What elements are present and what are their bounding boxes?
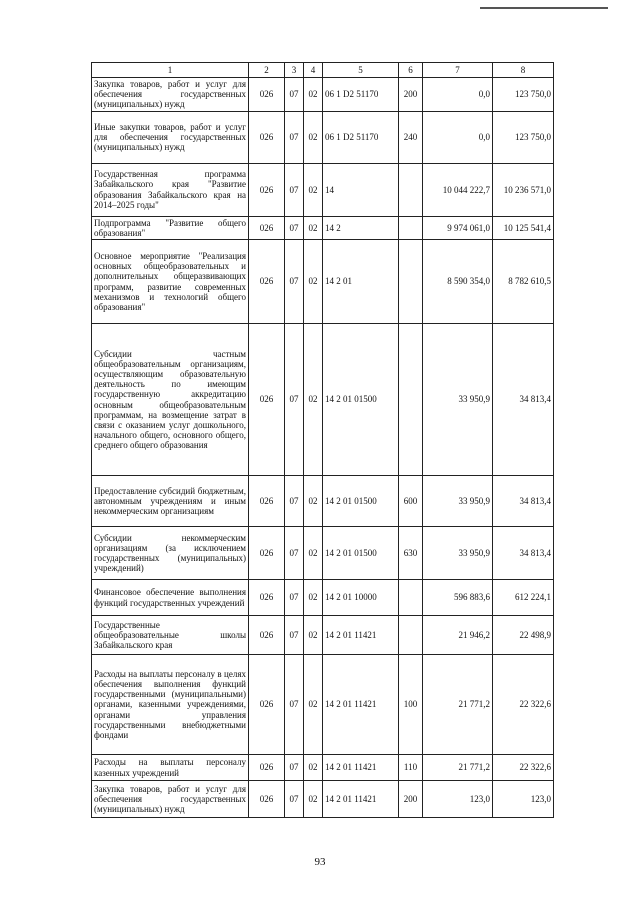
row-amount-year2: 34 813,4 [493,527,554,580]
row-ministry-code: 026 [249,781,285,818]
row-amount-year1: 33 950,9 [423,527,493,580]
row-section-code: 07 [285,755,304,781]
row-amount-year1: 21 946,2 [423,616,493,655]
row-target-article: 14 2 01 11421 [323,655,399,755]
row-target-article: 14 2 [323,216,399,239]
row-ministry-code: 026 [249,527,285,580]
row-expense-type: 200 [399,78,423,112]
row-section-code: 07 [285,324,304,476]
row-subsection-code: 02 [304,781,323,818]
row-expense-type: 240 [399,111,423,163]
row-amount-year2: 123,0 [493,781,554,818]
row-amount-year2: 612 224,1 [493,580,554,616]
row-subsection-code: 02 [304,111,323,163]
row-target-article: 14 2 01 11421 [323,616,399,655]
row-ministry-code: 026 [249,755,285,781]
row-section-code: 07 [285,527,304,580]
row-amount-year2: 8 782 610,5 [493,240,554,324]
row-expense-type: 630 [399,527,423,580]
row-amount-year2: 10 125 541,4 [493,216,554,239]
page-number: 93 [314,856,326,868]
row-subsection-code: 02 [304,476,323,527]
row-subsection-code: 02 [304,755,323,781]
row-name: Основное мероприятие "Реализация основных общеобразовательных и дополнительных общеразвивающих программ, развитие современных механизмов и технологий общего образования" [92,240,249,324]
row-name: Подпрограмма "Развитие общего образования" [92,216,249,239]
row-ministry-code: 026 [249,163,285,216]
row-target-article: 14 2 01 11421 [323,781,399,818]
row-target-article: 14 [323,163,399,216]
row-expense-type: 110 [399,755,423,781]
row-ministry-code: 026 [249,216,285,239]
row-section-code: 07 [285,781,304,818]
row-subsection-code: 02 [304,616,323,655]
header-cell-3: 3 [285,63,304,78]
row-subsection-code: 02 [304,527,323,580]
table-row [92,163,554,216]
row-subsection-code: 02 [304,216,323,239]
row-amount-year1: 596 883,6 [423,580,493,616]
row-target-article: 06 1 D2 51170 [323,111,399,163]
row-section-code: 07 [285,240,304,324]
row-expense-type [399,240,423,324]
row-amount-year1: 0,0 [423,111,493,163]
table-row [92,240,554,324]
top-rule [480,7,608,9]
row-subsection-code: 02 [304,324,323,476]
row-section-code: 07 [285,476,304,527]
row-expense-type [399,163,423,216]
row-amount-year1: 21 771,2 [423,655,493,755]
row-expense-type: 600 [399,476,423,527]
row-expense-type [399,216,423,239]
row-ministry-code: 026 [249,78,285,112]
row-name: Иные закупки товаров, работ и услуг для обеспечения государственных (муниципальных) нужд [92,111,249,163]
row-amount-year1: 10 044 222,7 [423,163,493,216]
row-amount-year1: 9 974 061,0 [423,216,493,239]
row-ministry-code: 026 [249,240,285,324]
row-amount-year1: 0,0 [423,78,493,112]
row-amount-year1: 33 950,9 [423,324,493,476]
row-name: Предоставление субсидий бюджетным, автономным учреждениям и иным некоммерческим организациям [92,476,249,527]
row-subsection-code: 02 [304,240,323,324]
row-target-article: 14 2 01 01500 [323,527,399,580]
budget-table [91,62,554,818]
row-amount-year2: 34 813,4 [493,324,554,476]
row-section-code: 07 [285,580,304,616]
table-row [92,78,554,112]
row-ministry-code: 026 [249,324,285,476]
table-row [92,655,554,755]
row-name: Финансовое обеспечение выполнения функций государственных учреждений [92,580,249,616]
header-cell-6: 6 [399,63,423,78]
table-row [92,616,554,655]
row-expense-type: 100 [399,655,423,755]
table-row [92,324,554,476]
row-amount-year1: 33 950,9 [423,476,493,527]
row-name: Расходы на выплаты персоналу в целях обеспечения выполнения функций государственными (муниципальными) органами, казенными учреждениями, органами управления государственными внебюджетными фондами [92,655,249,755]
row-target-article: 14 2 01 01500 [323,324,399,476]
row-amount-year2: 22 322,6 [493,755,554,781]
row-ministry-code: 026 [249,580,285,616]
row-name: Расходы на выплаты персоналу казенных учреждений [92,755,249,781]
row-ministry-code: 026 [249,111,285,163]
row-amount-year1: 8 590 354,0 [423,240,493,324]
row-target-article: 14 2 01 11421 [323,755,399,781]
row-amount-year1: 21 771,2 [423,755,493,781]
row-subsection-code: 02 [304,163,323,216]
row-name: Государственная программа Забайкальского края "Развитие образования Забайкальского края на 2014–2025 годы" [92,163,249,216]
row-subsection-code: 02 [304,580,323,616]
row-amount-year2: 34 813,4 [493,476,554,527]
header-cell-8: 8 [493,63,554,78]
row-name: Закупка товаров, работ и услуг для обеспечения государственных (муниципальных) нужд [92,781,249,818]
header-cell-5: 5 [323,63,399,78]
row-expense-type [399,616,423,655]
row-target-article: 06 1 D2 51170 [323,78,399,112]
row-amount-year1: 123,0 [423,781,493,818]
header-cell-1: 1 [92,63,249,78]
row-target-article: 14 2 01 [323,240,399,324]
row-subsection-code: 02 [304,655,323,755]
row-section-code: 07 [285,216,304,239]
table-row [92,476,554,527]
header-cell-4: 4 [304,63,323,78]
row-section-code: 07 [285,616,304,655]
row-amount-year2: 123 750,0 [493,78,554,112]
row-amount-year2: 10 236 571,0 [493,163,554,216]
table-row [92,580,554,616]
table-row [92,755,554,781]
row-section-code: 07 [285,78,304,112]
row-section-code: 07 [285,163,304,216]
table-row [92,111,554,163]
row-subsection-code: 02 [304,78,323,112]
row-section-code: 07 [285,655,304,755]
row-ministry-code: 026 [249,616,285,655]
row-amount-year2: 123 750,0 [493,111,554,163]
table-row [92,781,554,818]
row-amount-year2: 22 498,9 [493,616,554,655]
row-ministry-code: 026 [249,476,285,527]
row-amount-year2: 22 322,6 [493,655,554,755]
table-row [92,216,554,239]
row-target-article: 14 2 01 10000 [323,580,399,616]
header-cell-7: 7 [423,63,493,78]
row-expense-type: 200 [399,781,423,818]
row-name: Субсидии частным общеобразовательным организациям, осуществляющим образовательную деятельность по имеющим государственную аккредитацию основным общеобразовательным программам, на возмещение затрат в связи с оказанием услуг дошкольного, начального общего, основного общего, среднего общего образования [92,324,249,476]
row-expense-type [399,580,423,616]
row-target-article: 14 2 01 01500 [323,476,399,527]
header-row [92,63,554,78]
row-name: Закупка товаров, работ и услуг для обеспечения государственных (муниципальных) нужд [92,78,249,112]
header-cell-2: 2 [249,63,285,78]
row-ministry-code: 026 [249,655,285,755]
row-name: Субсидии некоммерческим организациям (за исключением государственных (муниципальных) учреждений) [92,527,249,580]
table-row [92,527,554,580]
row-name: Государственные общеобразовательные школы Забайкальского края [92,616,249,655]
row-section-code: 07 [285,111,304,163]
row-expense-type [399,324,423,476]
